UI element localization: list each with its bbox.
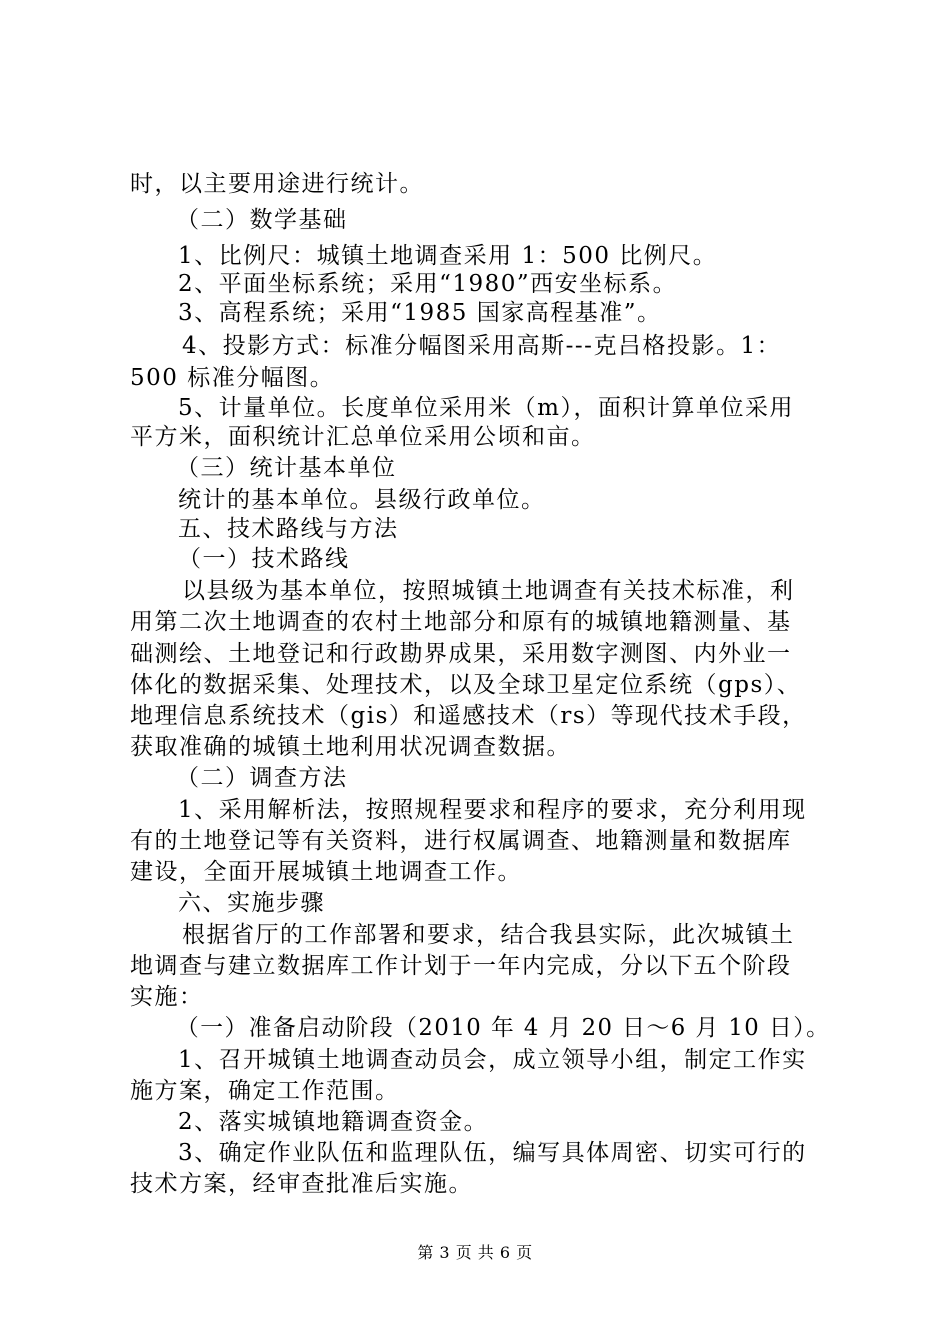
text-line: 时，以主要用途进行统计。 bbox=[130, 171, 424, 197]
text-line: 以县级为基本单位，按照城镇土地调查有关技术标准，利 bbox=[182, 578, 795, 604]
text-line: 统计的基本单位。县级行政单位。 bbox=[178, 487, 546, 513]
text-line: 用第二次土地调查的农村土地部分和原有的城镇地籍测量、基 bbox=[130, 609, 792, 635]
text-line: 技术方案，经审查批准后实施。 bbox=[130, 1171, 473, 1197]
text-line: 地调查与建立数据库工作计划于一年内完成，分以下五个阶段 bbox=[130, 953, 792, 979]
section-heading: （一）准备启动阶段（2010 年 4 月 20 日～6 月 10 日）。 bbox=[176, 1015, 831, 1041]
text-line: 体化的数据采集、处理技术，以及全球卫星定位系统（gps）、 bbox=[130, 672, 802, 698]
text-line: 础测绘、土地登记和行政勘界成果，采用数字测图、内外业一 bbox=[130, 641, 792, 667]
text-line: 实施： bbox=[130, 984, 204, 1010]
section-heading: （三）统计基本单位 bbox=[176, 455, 397, 481]
text-line: 建设，全面开展城镇土地调查工作。 bbox=[130, 859, 522, 885]
text-line: 3、高程系统；采用“1985 国家高程基准”。 bbox=[178, 300, 662, 326]
section-heading: 五、技术路线与方法 bbox=[178, 516, 399, 542]
section-heading: （二）数学基础 bbox=[176, 207, 348, 233]
text-line: 平方米，面积统计汇总单位采用公顷和亩。 bbox=[130, 424, 596, 450]
text-line: 2、落实城镇地籍调查资金。 bbox=[178, 1109, 489, 1135]
text-line: 1、采用解析法，按照规程要求和程序的要求，充分利用现 bbox=[178, 797, 807, 823]
text-line: 500 标准分幅图。 bbox=[130, 365, 335, 391]
text-line: 根据省厅的工作部署和要求，结合我县实际，此次城镇土 bbox=[182, 922, 795, 948]
text-line: 2、平面坐标系统；采用“1980”西安坐标系。 bbox=[178, 271, 678, 297]
text-line: 5、计量单位。长度单位采用米（m），面积计算单位采用 bbox=[178, 395, 794, 421]
text-line: 3、确定作业队伍和监理队伍，编写具体周密、切实可行的 bbox=[178, 1140, 807, 1166]
text-line: 1、召开城镇土地调查动员会，成立领导小组，制定工作实 bbox=[178, 1047, 807, 1073]
section-heading: （一）技术路线 bbox=[178, 546, 350, 572]
section-heading: （二）调查方法 bbox=[176, 765, 348, 791]
section-heading: 六、实施步骤 bbox=[178, 890, 325, 916]
text-line: 地理信息系统技术（gis）和遥感技术（rs）等现代技术手段， bbox=[130, 703, 807, 729]
page-number-footer: 第 3 页 共 6 页 bbox=[417, 1243, 533, 1262]
text-line: 1、比例尺：城镇土地调查采用 1：500 比例尺。 bbox=[178, 243, 718, 269]
text-line: 施方案，确定工作范围。 bbox=[130, 1078, 400, 1104]
text-line: 获取准确的城镇土地利用状况调查数据。 bbox=[130, 734, 571, 760]
text-line: 4、投影方式：标准分幅图采用高斯---克吕格投影。1： bbox=[182, 333, 782, 359]
text-line: 有的土地登记等有关资料，进行权属调查、地籍测量和数据库 bbox=[130, 828, 792, 854]
